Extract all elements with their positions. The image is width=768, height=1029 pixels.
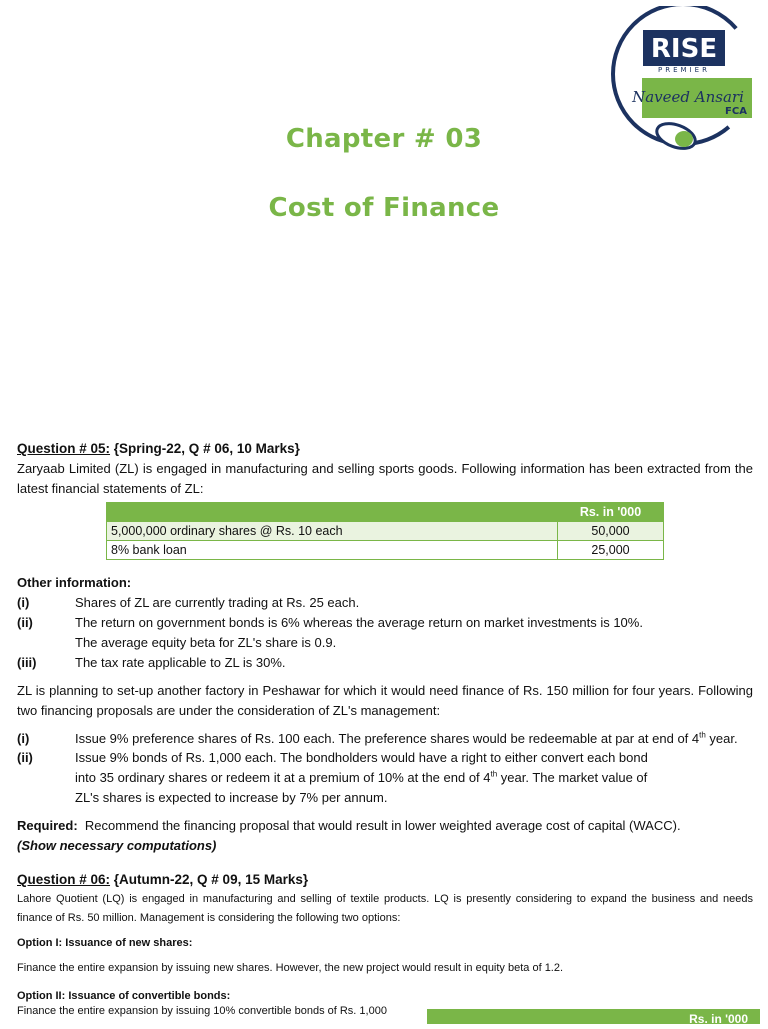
question-05-label: Question # 05: bbox=[17, 441, 111, 456]
logo-sub: PREMIER bbox=[658, 66, 710, 74]
table-row-label: 5,000,000 ordinary shares @ Rs. 10 each bbox=[107, 522, 558, 541]
option-1-heading: Option I: Issuance of new shares: bbox=[17, 937, 193, 949]
proposal-text: Issue 9% bonds of Rs. 1,000 each. The bondholders would have a right to either convert each bond bbox=[75, 750, 648, 765]
table-row bbox=[107, 522, 664, 541]
question-06-table-header: Rs. in '000 bbox=[427, 1009, 760, 1024]
proposal-text: Issue 9% preference shares of Rs. 100 each. The preference shares would be redeemable at par at end of 4th year. bbox=[75, 730, 738, 746]
proposal-number: (ii) bbox=[17, 750, 33, 765]
question-05-heading bbox=[17, 439, 753, 459]
financial-statement-table bbox=[106, 502, 664, 560]
logo-suffix: FCA bbox=[725, 106, 747, 117]
required-label: Required: bbox=[17, 818, 78, 833]
table-header-unit: Rs. in '000 bbox=[558, 503, 664, 522]
proposal-text: into 35 ordinary shares or redeem it at a premium of 10% at the end of 4th year. The market value of bbox=[75, 769, 648, 785]
proposal-text: ZL's shares is expected to increase by 7% per annum. bbox=[75, 790, 388, 805]
option-2-heading: Option II: Issuance of convertible bonds: bbox=[17, 990, 231, 1002]
logo-name: Naveed Ansari bbox=[632, 88, 744, 106]
proposal-number: (i) bbox=[17, 731, 30, 746]
question-05-intro: Zaryaab Limited (ZL) is engaged in manufacturing and selling sports goods. Following information has been extracted from the latest financial statements of ZL: bbox=[17, 461, 753, 496]
other-item-text: The return on government bonds is 6% whereas the average return on market investments is 10%. bbox=[75, 615, 643, 630]
question-06-detail: {Autumn-22, Q # 09, 15 Marks} bbox=[113, 872, 309, 887]
expansion-plan-text: ZL is planning to set-up another factory in Peshawar for which it would need finance of Rs. 150 million for four years. Following two financing proposals are under the consideration of ZL's management: bbox=[17, 683, 753, 718]
show-computations-note: (Show necessary computations) bbox=[17, 838, 217, 853]
other-item-number: (ii) bbox=[17, 615, 33, 630]
option-1-text: Finance the entire expansion by issuing new shares. However, the new project would result in equity beta of 1.2. bbox=[17, 962, 564, 974]
other-item-text: The average equity beta for ZL's share is 0.9. bbox=[75, 635, 337, 650]
table-row bbox=[107, 541, 664, 560]
other-item-number: (iii) bbox=[17, 655, 37, 670]
table-header-row bbox=[107, 503, 664, 522]
required-statement bbox=[17, 816, 753, 836]
logo-brand: RISE bbox=[650, 34, 718, 64]
question-05-detail: {Spring-22, Q # 06, 10 Marks} bbox=[113, 441, 300, 456]
table-row-value: 25,000 bbox=[558, 541, 664, 560]
other-item-text: Shares of ZL are currently trading at Rs. 25 each. bbox=[75, 595, 360, 610]
question-06-label: Question # 06: bbox=[17, 872, 111, 887]
required-text: Recommend the financing proposal that would result in lower weighted average cost of capital (WACC). bbox=[84, 818, 681, 833]
table-row-label: 8% bank loan bbox=[107, 541, 558, 560]
question-06-intro: Lahore Quotient (LQ) is engaged in manufacturing and selling of textile products. LQ is presently considering to expand the business and needs finance of Rs. 50 million. Management is considering the following two options: bbox=[17, 893, 753, 924]
other-item-text: The tax rate applicable to ZL is 30%. bbox=[75, 655, 286, 670]
question-06-heading bbox=[17, 870, 753, 890]
other-information-heading: Other information: bbox=[17, 575, 132, 590]
option-2-text: Finance the entire expansion by issuing 10% convertible bonds of Rs. 1,000 bbox=[17, 1005, 387, 1017]
table-row-value: 50,000 bbox=[558, 522, 664, 541]
chapter-title: Chapter # 03 bbox=[285, 124, 483, 154]
topic-title: Cost of Finance bbox=[268, 193, 500, 223]
other-item-number: (i) bbox=[17, 595, 30, 610]
